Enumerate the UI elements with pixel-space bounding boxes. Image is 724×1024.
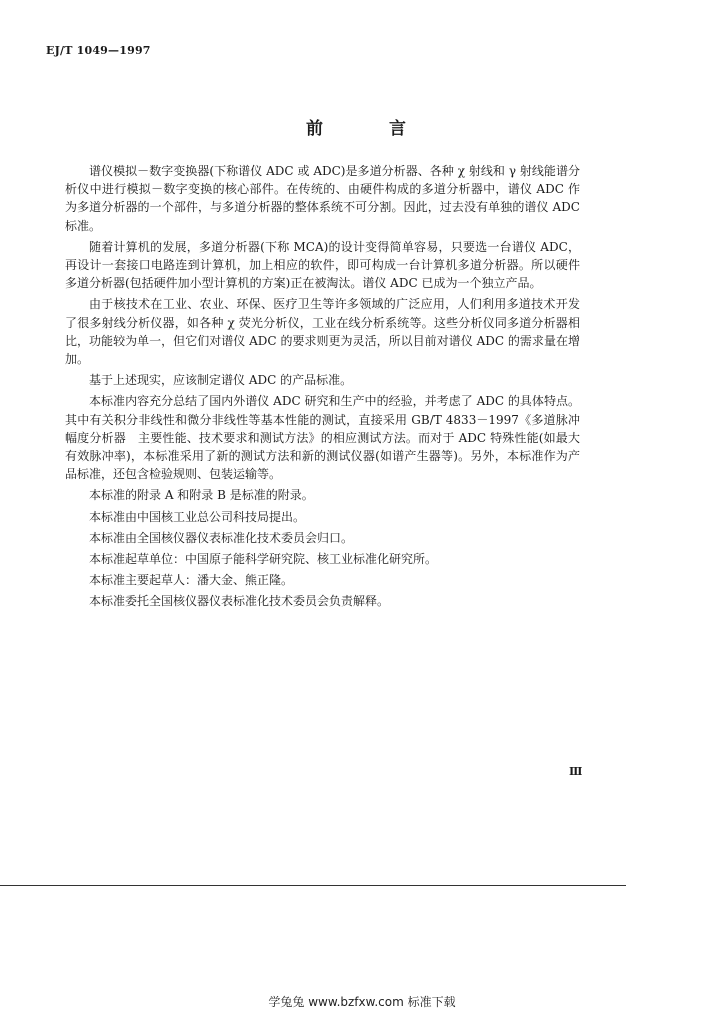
paragraph-content-summary: 本标准内容充分总结了国内外谱仪 ADC 研究和生产中的经验，并考虑了 ADC 的具体特点。其中有关积分非线性和微分非线性等基本性能的测试，直接采用 GB/T 4833－1997《多道脉冲幅度分析器 主要性能、技术要求和测试方法》的相应测试方法。而对于 ADC 特殊性能(如最大有效脉冲率)，本标准采用了新的测试方法和新的测试仪器(如谱产生器等)。另外，本标准作为产品标准，还包含检验规则、包装运输等。 (65, 394, 580, 482)
paragraph-drafting-units: 本标准起草单位：中国原子能科学研究院、核工业标准化研究所。 (89, 552, 438, 567)
standard-code: EJ/T 1049—1997 (46, 44, 151, 57)
paragraph-administrator: 本标准由全国核仪器仪表标准化技术委员会归口。 (89, 530, 354, 545)
page-number: Ⅲ (569, 765, 583, 778)
paragraph-interpretation: 本标准委托全国核仪器仪表标准化技术委员会负责解释。 (89, 594, 390, 609)
footer-divider (0, 885, 626, 886)
paragraph-computer-development: 随着计算机的发展，多道分析器(下称 MCA)的设计变得简单容易，只要选一台谱仪 ADC，再设计一套接口电路连到计算机，加上相应的软件，即可构成一台计算机多道分析器。所以硬件多道分析器(包括硬件加小型计算机的方案)正在被淘汰。谱仪 ADC 已成为一个独立产品。 (65, 239, 580, 291)
paragraph-appendices: 本标准的附录 A 和附录 B 是标准的附录。 (89, 488, 314, 503)
foreword-body (65, 162, 580, 614)
paragraph-rationale: 基于上述现实，应该制定谱仪 ADC 的产品标准。 (89, 373, 353, 388)
paragraph-intro: 谱仪模拟－数字变换器(下称谱仪 ADC 或 ADC)是多道分析器、各种 χ 射线和 γ 射线能谱分析仪中进行模拟－数字变换的核心部件。在传统的、由硬件构成的多道分析器中，谱仪 ADC 作为多道分析器的一个部件，与多道分析器的整体系统不可分割。因此，过去没有单独的谱仪 ADC 标准。 (65, 164, 580, 233)
paragraph-applications: 由于核技术在工业、农业、环保、医疗卫生等许多领域的广泛应用，人们利用多道技术开发了很多射线分析仪器，如各种 χ 荧光分析仪，工业在线分析系统等。这些分析仪同多道分析器相比，功能较为单一，但它们对谱仪 ADC 的要求则更为灵活，所以目前对谱仪 ADC 的需求量在增加。 (65, 297, 580, 367)
paragraph-drafters: 本标准主要起草人：潘大金、熊正隆。 (89, 573, 294, 588)
page-title: 前 言 (306, 119, 436, 139)
footer-watermark: 学兔兔 www.bzfxw.com 标准下载 (268, 995, 456, 1009)
paragraph-proposer: 本标准由中国核工业总公司科技局提出。 (89, 509, 306, 524)
